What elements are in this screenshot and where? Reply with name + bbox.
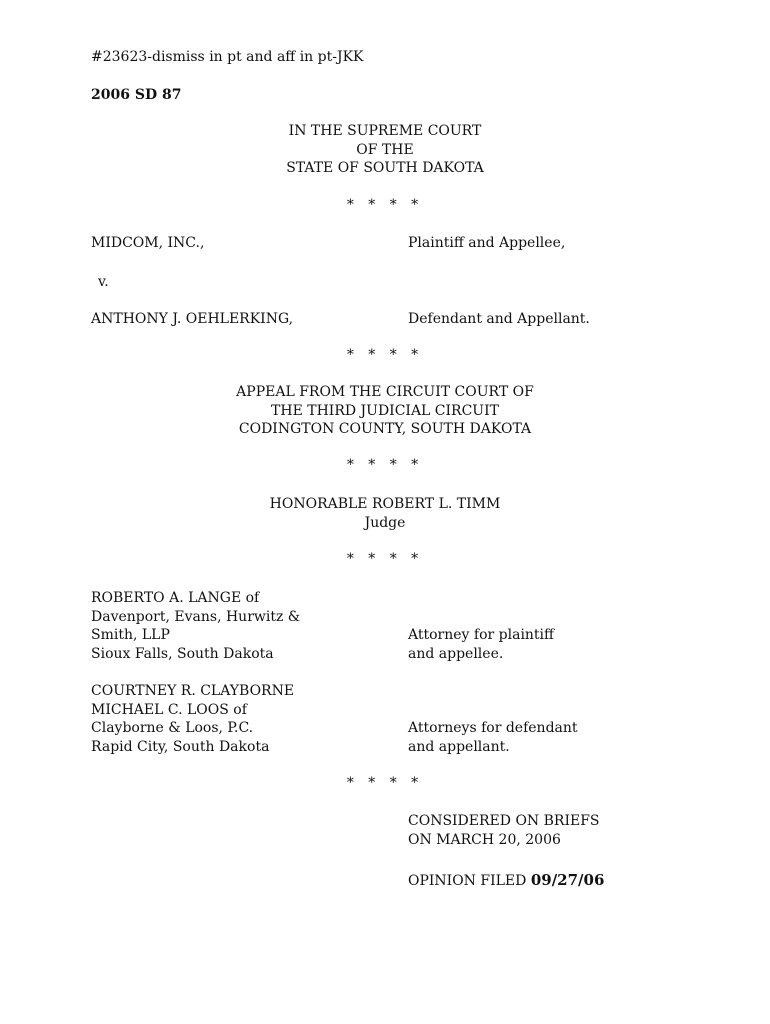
counsel-line: Smith, LLP	[91, 627, 170, 643]
counsel-defendant	[91, 682, 294, 756]
counsel-role-line: and appellant.	[408, 738, 510, 755]
separator-stars: * * * *	[346, 551, 424, 567]
counsel-role-line: and appellee.	[408, 645, 504, 662]
versus: v.	[98, 274, 109, 290]
counsel-role-line: Attorneys for defendant	[408, 720, 578, 736]
counsel-role-line: Attorney for plaintiff	[408, 627, 554, 643]
counsel-line: COURTNEY R. CLAYBORNE	[91, 683, 295, 699]
separator-stars: * * * *	[346, 457, 424, 473]
court-line: STATE OF SOUTH DAKOTA	[286, 160, 484, 176]
appeal-caption	[0, 383, 770, 439]
citation: 2006 SD 87	[91, 87, 182, 103]
considered-line: ON MARCH 20, 2006	[408, 831, 561, 848]
docket-line: #23623-dismiss in pt and aff in pt-JKK	[91, 49, 364, 65]
considered-line: CONSIDERED ON BRIEFS	[408, 813, 600, 829]
court-line: OF THE	[356, 141, 414, 158]
judge-name: HONORABLE ROBERT L. TIMM	[269, 496, 501, 512]
considered-block	[408, 812, 600, 849]
judge-title: Judge	[364, 514, 406, 531]
counsel-line: ROBERTO A. LANGE of	[91, 590, 260, 606]
court-caption	[0, 122, 770, 178]
court-line: IN THE SUPREME COURT	[288, 123, 482, 139]
opinion-filed-date: 09/27/06	[530, 871, 605, 889]
plaintiff-role: Plaintiff and Appellee,	[408, 235, 566, 251]
appeal-line: APPEAL FROM THE CIRCUIT COURT OF	[236, 384, 534, 400]
counsel-line: Sioux Falls, South Dakota	[91, 645, 274, 662]
counsel-plaintiff-role	[408, 626, 554, 663]
counsel-line: Clayborne & Loos, P.C.	[91, 720, 254, 736]
judge-block	[0, 495, 770, 532]
defendant-name: ANTHONY J. OEHLERKING,	[91, 311, 294, 327]
separator-stars: * * * *	[346, 197, 424, 213]
counsel-line: Rapid City, South Dakota	[91, 738, 270, 755]
appeal-line: THE THIRD JUDICIAL CIRCUIT	[271, 402, 499, 419]
defendant-role: Defendant and Appellant.	[408, 311, 590, 327]
separator-stars: * * * *	[346, 347, 424, 363]
opinion-filed	[408, 871, 604, 891]
counsel-line: MICHAEL C. LOOS of	[91, 701, 247, 718]
plaintiff-name: MIDCOM, INC.,	[91, 235, 205, 251]
separator-stars: * * * *	[346, 775, 424, 791]
opinion-filed-label: OPINION FILED	[408, 873, 527, 889]
counsel-plaintiff	[91, 589, 300, 663]
appeal-line: CODINGTON COUNTY, SOUTH DAKOTA	[238, 421, 532, 437]
counsel-defendant-role	[408, 719, 578, 756]
counsel-line: Davenport, Evans, Hurwitz &	[91, 608, 301, 625]
